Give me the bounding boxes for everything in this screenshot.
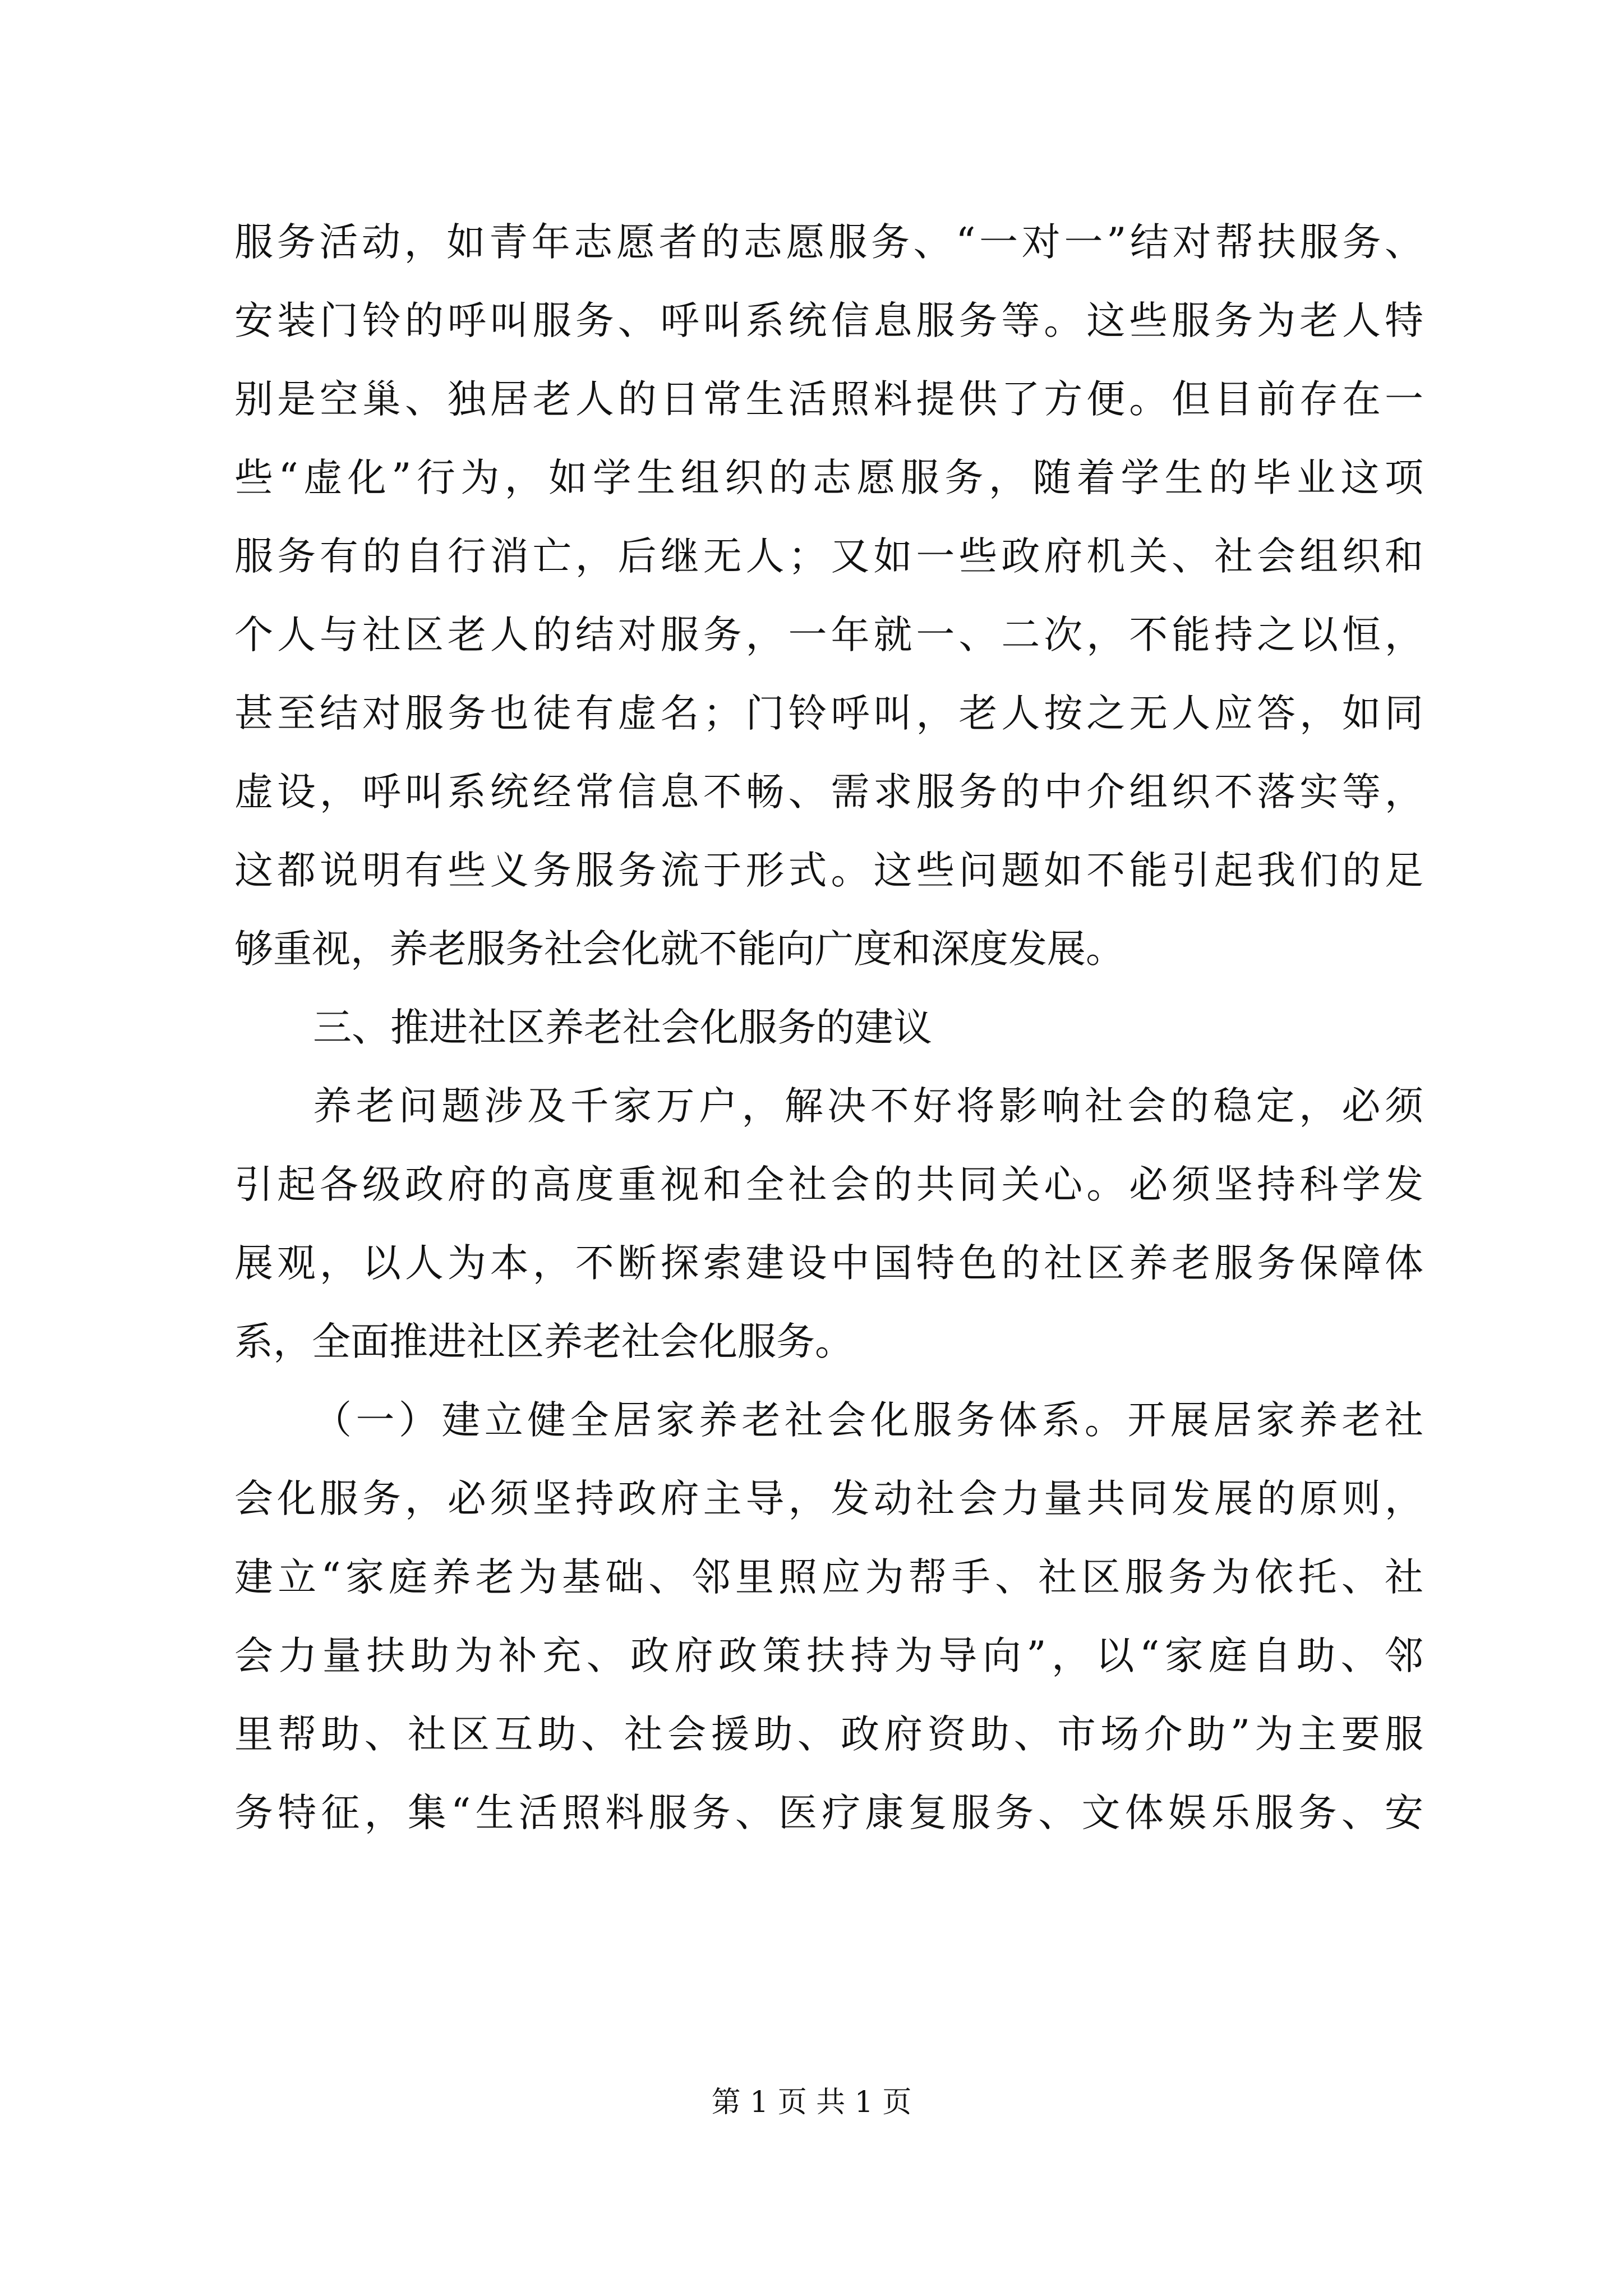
body-text-line: 服务有的自行消亡，后继无人；又如一些政府机关、社会组织和 — [234, 534, 1423, 579]
body-text-line: 会力量扶助为补充、政府政策扶持为导向”，以“家庭自助、邻 — [234, 1634, 1423, 1678]
section-heading: 三、推进社区养老社会化服务的建议 — [313, 1005, 932, 1050]
body-text-line: 这都说明有些义务服务流于形式。这些问题如不能引起我们的足 — [234, 848, 1423, 893]
body-text-line: 引起各级政府的高度重视和全社会的共同关心。必须坚持科学发 — [234, 1162, 1423, 1207]
body-text-line: 养老问题涉及千家万户，解决不好将影响社会的稳定，必须 — [313, 1084, 1423, 1129]
subsection-heading-line: （一）建立健全居家养老社会化服务体系。开展居家养老社 — [313, 1398, 1423, 1443]
body-text-line: 别是空巢、独居老人的日常生活照料提供了方便。但目前存在一 — [234, 377, 1423, 422]
page-footer: 第 1 页 共 1 页 — [711, 2086, 912, 2119]
body-text-line: 里帮助、社区互助、社会援助、政府资助、市场介助”为主要服 — [234, 1712, 1423, 1757]
body-text-line: 会化服务，必须坚持政府主导，发动社会力量共同发展的原则， — [234, 1476, 1423, 1521]
body-text-line: 展观，以人为本，不断探索建设中国特色的社区养老服务保障体 — [234, 1241, 1423, 1286]
body-text-line: 些“虚化”行为，如学生组织的志愿服务，随着学生的毕业这项 — [234, 455, 1423, 500]
body-text-line: 系，全面推进社区养老社会化服务。 — [234, 1319, 854, 1364]
body-text-line: 服务活动，如青年志愿者的志愿服务、“一对一”结对帮扶服务、 — [234, 220, 1423, 265]
body-text-line: 个人与社区老人的结对服务，一年就一、二次，不能持之以恒， — [234, 613, 1423, 657]
body-text-line: 甚至结对服务也徒有虚名；门铃呼叫，老人按之无人应答，如同 — [234, 691, 1423, 736]
body-text-line: 建立“家庭养老为基础、邻里照应为帮手、社区服务为依托、社 — [234, 1555, 1423, 1600]
body-text-line: 务特征，集“生活照料服务、医疗康复服务、文体娱乐服务、安 — [234, 1791, 1423, 1835]
body-text-line: 安装门铃的呼叫服务、呼叫系统信息服务等。这些服务为老人特 — [234, 298, 1423, 343]
body-text-line: 虚设，呼叫系统经常信息不畅、需求服务的中介组织不落实等， — [234, 770, 1423, 815]
body-text-line: 够重视，养老服务社会化就不能向广度和深度发展。 — [234, 927, 1124, 972]
